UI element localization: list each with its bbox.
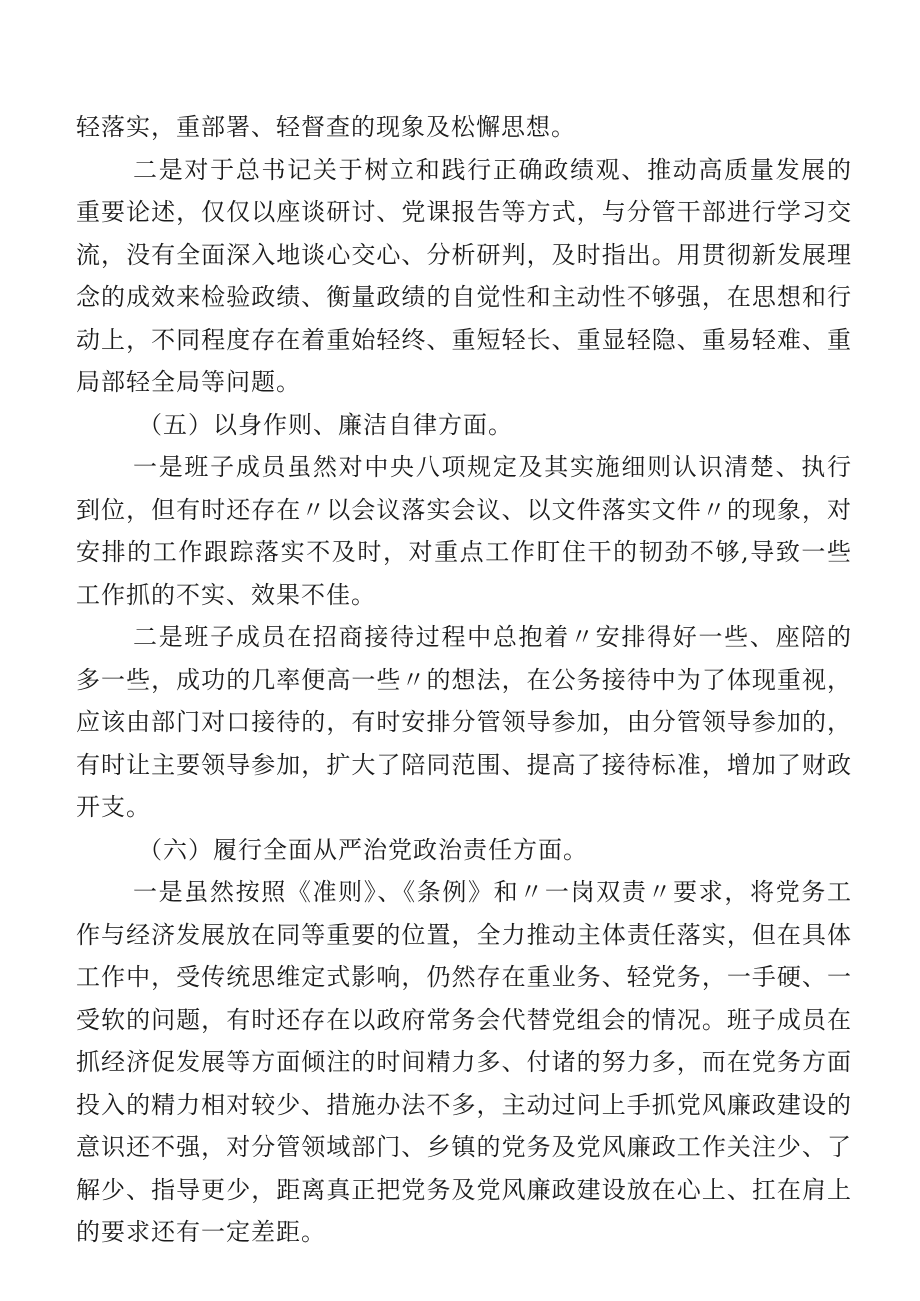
section-heading-5: （五）以身作则、廉洁自律方面。 [138,410,513,439]
paragraph-zhaoshang-jiedai: 二是班子成员在招商接待过程中总抱着〃安排得好一些、座陪的多一些，成功的几率便高一些〃的想法，在公务接待中为了体现重视，应该由部门对口接待的，有时安排分管领导参加，由分管领导参加的，有时让主要领导参加，扩大了陪同范围、提高了接待标准，增加了财政开支。 [76,623,852,821]
paragraph-continuation: 轻落实，重部署、轻督查的现象及松懈思想。 [76,113,576,141]
section-heading-6: （六）履行全面从严治党政治责任方面。 [138,835,588,864]
paragraph-zhuti-zeren: 一是虽然按照《准则》、《条例》和〃一岗双责〃要求，将党务工作与经济发展放在同等重要的位置，全力推动主体责任落实，但在具体工作中，受传统思维定式影响，仍然存在重业务、轻党务，一手硬、一受软的问题，有时还存在以政府常务会代替党组会的情况。班子成员在抓经济促发展等方面倾注的时间精力多、付诸的努力多，而在党务方面投入的精力相对较少、措施办法不多，主动过问上手抓党风廉政建设的意识还不强，对分管领域部门、乡镇的党务及党风廉政工作关注少、了解少、指导更少，距离真正把党务及党风廉政建设放在心上、扛在肩上的要求还有一定差距。 [76,878,852,1246]
paragraph-zhengjiguan: 二是对于总书记关于树立和践行正确政绩观、推动高质量发展的重要论述，仅仅以座谈研讨、党课报告等方式，与分管干部进行学习交流，没有全面深入地谈心交心、分析研判，及时指出。用贯彻新发展理念的成效来检验政绩、衡量政绩的自觉性和主动性不够强，在思想和行动上，不同程度存在着重始轻终、重短轻长、重显轻隐、重易轻难、重局部轻全局等问题。 [76,155,852,396]
document-body [76,106,852,1254]
paragraph-baxiang-guiding: 一是班子成员虽然对中央八项规定及其实施细则认识清楚、执行到位，但有时还存在〃以会议落实会议、以文件落实文件〃的现象，对安排的工作跟踪落实不及时，对重点工作盯住干的韧劲不够,导致一些工作抓的不实、效果不佳。 [76,453,852,609]
